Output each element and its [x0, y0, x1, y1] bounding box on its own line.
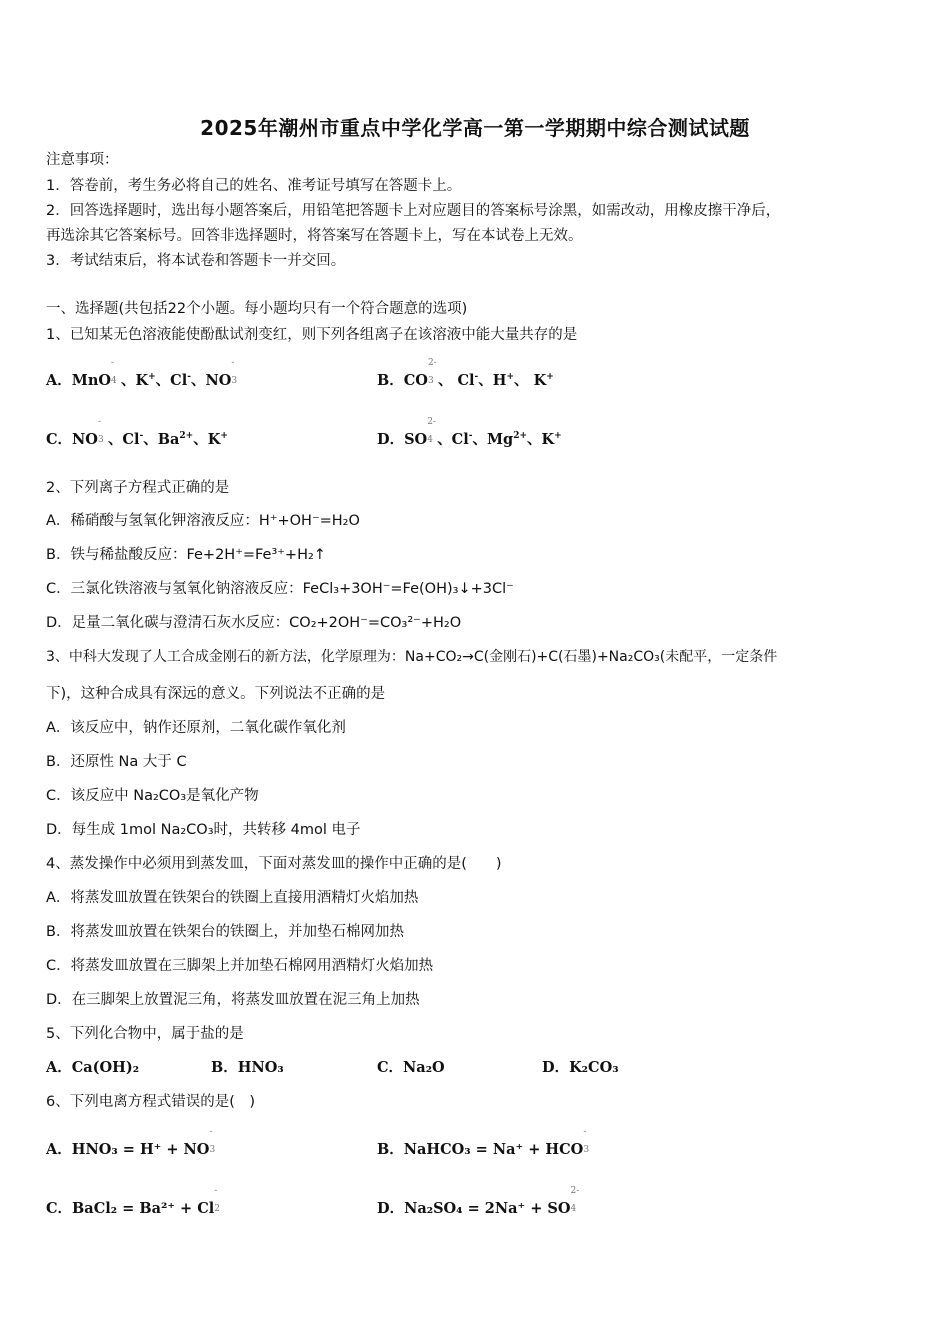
q6-option-c: C．BaCl₂ = Ba²⁺ + Cl - 2	[46, 1186, 221, 1217]
q4-option-b: B．将蒸发皿放置在铁架台的铁圈上，并加垫石棉网加热	[46, 924, 404, 940]
q2-option-c: C．三氯化铁溶液与氢氧化钠溶液反应：FeCl₃+3OH⁻=Fe(OH)₃↓+3Cl⁻	[46, 581, 514, 597]
q1-option-c: C．NO - 3 、Cl-、$Ba^{2+}$、K+	[46, 417, 228, 448]
q5-stem: 5、下列化合物中，属于盐的是	[46, 1026, 244, 1042]
notice-item-3: 3．考试结束后，将本试卷和答题卡一并交回。	[46, 253, 346, 269]
q1-stem: 1、已知某无色溶液能使酚酞试剂变红，则下列各组离子在该溶液中能大量共存的是	[46, 327, 578, 343]
q5-option-a: A．Ca(OH)₂	[46, 1059, 140, 1076]
notice-heading: 注意事项：	[46, 152, 119, 168]
q6-stem: 6、下列电离方程式错误的是( )	[46, 1094, 256, 1110]
q2-option-a: A．稀硝酸与氢氧化钾溶液反应：H⁺+OH⁻=H₂O	[46, 513, 360, 529]
q3-stem-cont: 下)，这种合成具有深远的意义。下列说法不正确的是	[46, 686, 386, 702]
q6-option-a: A．HNO₃ = H⁺ + NO - 3	[46, 1127, 216, 1158]
q4-stem: 4、蒸发操作中必须用到蒸发皿，下面对蒸发皿的操作中正确的是( )	[46, 856, 502, 872]
q4-option-a: A．将蒸发皿放置在铁架台的铁圈上直接用酒精灯火焰加热	[46, 890, 419, 906]
q3-option-c: C．该反应中 Na₂CO₃是氧化产物	[46, 788, 259, 804]
q3-option-d: D．每生成 1mol Na₂CO₃时，共转移 4mol 电子	[46, 822, 361, 838]
q4-option-d: D．在三脚架上放置泥三角，将蒸发皿放置在泥三角上加热	[46, 992, 420, 1008]
notice-item-2: 2．回答选择题时，选出每小题答案后，用铅笔把答题卡上对应题目的答案标号涂黑，如需改动，用橡皮擦干净后，	[46, 203, 781, 219]
q2-stem: 2、下列离子方程式正确的是	[46, 480, 230, 496]
q6-option-d: D．Na₂SO₄ = 2Na⁺ + SO 2- 4	[377, 1186, 580, 1217]
q5-option-d: D．K₂CO₃	[542, 1059, 619, 1076]
q3-option-b: B．还原性 Na 大于 C	[46, 754, 187, 770]
q4-option-c: C．将蒸发皿放置在三脚架上并加垫石棉网用酒精灯火焰加热	[46, 958, 434, 974]
notice-item-2-cont: 再选涂其它答案标号。回答非选择题时，将答案写在答题卡上，写在本试卷上无效。	[46, 228, 583, 244]
q5-option-c: C．Na₂O	[377, 1059, 445, 1076]
q3-option-a: A．该反应中，钠作还原剂，二氧化碳作氧化剂	[46, 720, 346, 736]
q6-option-b: B．NaHCO₃ = Na⁺ + HCO - 3	[377, 1127, 590, 1158]
section-heading: 一、选择题(共包括22个小题。每小题均只有一个符合题意的选项)	[46, 301, 468, 317]
exam-title: 2025年潮州市重点中学化学高一第一学期期中综合测试试题	[200, 116, 750, 140]
q1-option-a: A．MnO - 4 、K+、Cl-、NO - 3	[46, 358, 238, 389]
q1-option-d: D．SO 2- 4 、Cl-、$Mg^{2+}$、K+	[377, 417, 562, 448]
q3-stem: 3、中科大发现了人工合成金刚石的新方法，化学原理为：Na+CO₂→C(金刚石)+C(石墨)+Na₂CO₃(未配平，一定条件	[46, 649, 778, 665]
notice-item-1: 1．答卷前，考生务必将自己的姓名、准考证号填写在答题卡上。	[46, 178, 462, 194]
q2-option-b: B．铁与稀盐酸反应：Fe+2H⁺=Fe³⁺+H₂↑	[46, 547, 326, 563]
q1-option-b: B．CO 2- 3 、 Cl-、H+、 K+	[377, 358, 554, 389]
q5-option-b: B．HNO₃	[211, 1059, 284, 1076]
q2-option-d: D．足量二氧化碳与澄清石灰水反应：CO₂+2OH⁻=CO₃²⁻+H₂O	[46, 615, 462, 631]
